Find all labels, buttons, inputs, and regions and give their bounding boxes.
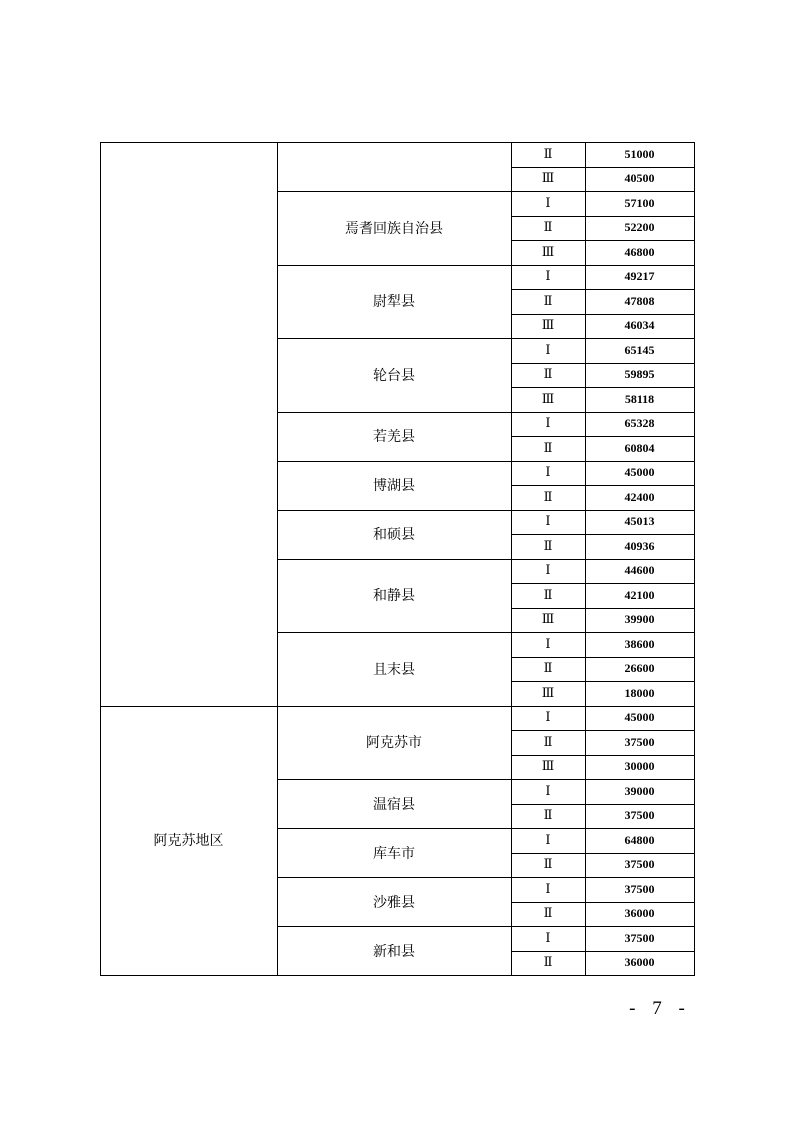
county-name — [277, 142, 511, 191]
county-name: 新和县 — [373, 943, 415, 960]
county-name: 且末县 — [373, 661, 415, 678]
price-cell: 60804 — [624, 440, 655, 455]
level-cell: Ⅱ — [543, 661, 553, 677]
level-cell: Ⅲ — [541, 759, 555, 775]
county-name: 和硕县 — [373, 527, 415, 543]
price-cell: 42400 — [624, 489, 655, 504]
column-border-2 — [511, 142, 512, 976]
price-cell: 59895 — [624, 367, 655, 382]
price-cell: 64800 — [624, 832, 655, 847]
county-name: 轮台县 — [373, 367, 415, 384]
level-cell: Ⅱ — [543, 734, 553, 750]
region-name — [100, 142, 277, 706]
price-cell: 37500 — [624, 808, 655, 823]
price-cell: 36000 — [624, 955, 655, 970]
level-cell: Ⅱ — [543, 857, 553, 873]
page-number: - 7 - — [629, 998, 691, 1019]
level-cell: Ⅰ — [545, 195, 551, 211]
price-cell: 65145 — [624, 342, 655, 357]
level-cell: Ⅱ — [543, 440, 553, 456]
price-cell: 42100 — [624, 587, 655, 602]
level-cell: Ⅰ — [545, 342, 551, 358]
price-cell: 40500 — [624, 171, 655, 186]
region-divider — [100, 975, 695, 976]
price-cell: 37500 — [624, 881, 655, 896]
level-cell: Ⅰ — [545, 563, 551, 579]
level-cell: Ⅰ — [545, 881, 551, 897]
level-cell: Ⅱ — [543, 367, 553, 383]
county-name: 沙雅县 — [373, 894, 415, 911]
price-cell: 44600 — [624, 563, 655, 578]
level-cell: Ⅰ — [545, 710, 551, 726]
level-cell: Ⅱ — [543, 587, 553, 603]
price-cell: 39900 — [624, 612, 655, 627]
level-cell: Ⅱ — [543, 808, 553, 824]
price-cell: 40936 — [624, 538, 655, 553]
price-cell: 49217 — [624, 269, 655, 284]
level-cell: Ⅱ — [543, 489, 553, 505]
column-border-0 — [100, 142, 101, 976]
price-cell: 45000 — [624, 710, 655, 725]
level-cell: Ⅱ — [543, 906, 553, 922]
county-name: 和静县 — [373, 588, 415, 605]
price-cell: 39000 — [624, 783, 655, 798]
region-name: 阿克苏地区 — [153, 833, 224, 850]
price-cell: 46800 — [624, 244, 655, 259]
level-cell: Ⅲ — [541, 318, 555, 334]
level-cell: Ⅱ — [543, 220, 553, 236]
county-name: 温宿县 — [373, 796, 415, 813]
county-name: 尉犁县 — [373, 294, 415, 311]
price-cell: 58118 — [624, 391, 655, 406]
level-cell: Ⅱ — [543, 293, 553, 309]
price-cell: 26600 — [624, 661, 655, 676]
price-cell: 57100 — [624, 195, 655, 210]
price-cell: 45000 — [624, 465, 655, 480]
level-cell: Ⅰ — [545, 465, 551, 481]
price-cell: 37500 — [624, 930, 655, 945]
price-cell: 38600 — [624, 636, 655, 651]
price-cell: 51000 — [624, 146, 655, 161]
level-cell: Ⅲ — [541, 171, 555, 187]
level-cell: Ⅲ — [541, 244, 555, 260]
level-cell: Ⅲ — [541, 612, 555, 628]
level-cell: Ⅰ — [545, 636, 551, 652]
price-cell: 65328 — [624, 416, 655, 431]
county-name: 博湖县 — [373, 478, 415, 494]
level-cell: Ⅰ — [545, 269, 551, 285]
level-cell: Ⅰ — [545, 514, 551, 530]
level-cell: Ⅰ — [545, 930, 551, 946]
price-cell: 18000 — [624, 685, 655, 700]
price-cell: 52200 — [624, 220, 655, 235]
level-cell: Ⅱ — [543, 146, 553, 162]
column-border-4 — [694, 142, 695, 976]
county-name: 库车市 — [373, 845, 415, 862]
county-name: 焉耆回族自治县 — [345, 220, 443, 237]
price-cell: 37500 — [624, 734, 655, 749]
price-cell: 45013 — [624, 514, 655, 529]
county-name: 若羌县 — [373, 429, 415, 445]
column-border-1 — [277, 142, 278, 976]
county-name: 阿克苏市 — [366, 735, 422, 752]
level-cell: Ⅱ — [543, 538, 553, 554]
level-cell: Ⅰ — [545, 832, 551, 848]
price-cell: 36000 — [624, 906, 655, 921]
level-cell: Ⅱ — [543, 955, 553, 971]
level-cell: Ⅲ — [541, 685, 555, 701]
price-cell: 30000 — [624, 759, 655, 774]
column-border-3 — [585, 142, 586, 976]
level-cell: Ⅲ — [541, 391, 555, 407]
price-cell: 37500 — [624, 857, 655, 872]
price-cell: 47808 — [624, 293, 655, 308]
level-cell: Ⅰ — [545, 783, 551, 799]
price-cell: 46034 — [624, 318, 655, 333]
level-cell: Ⅰ — [545, 416, 551, 432]
